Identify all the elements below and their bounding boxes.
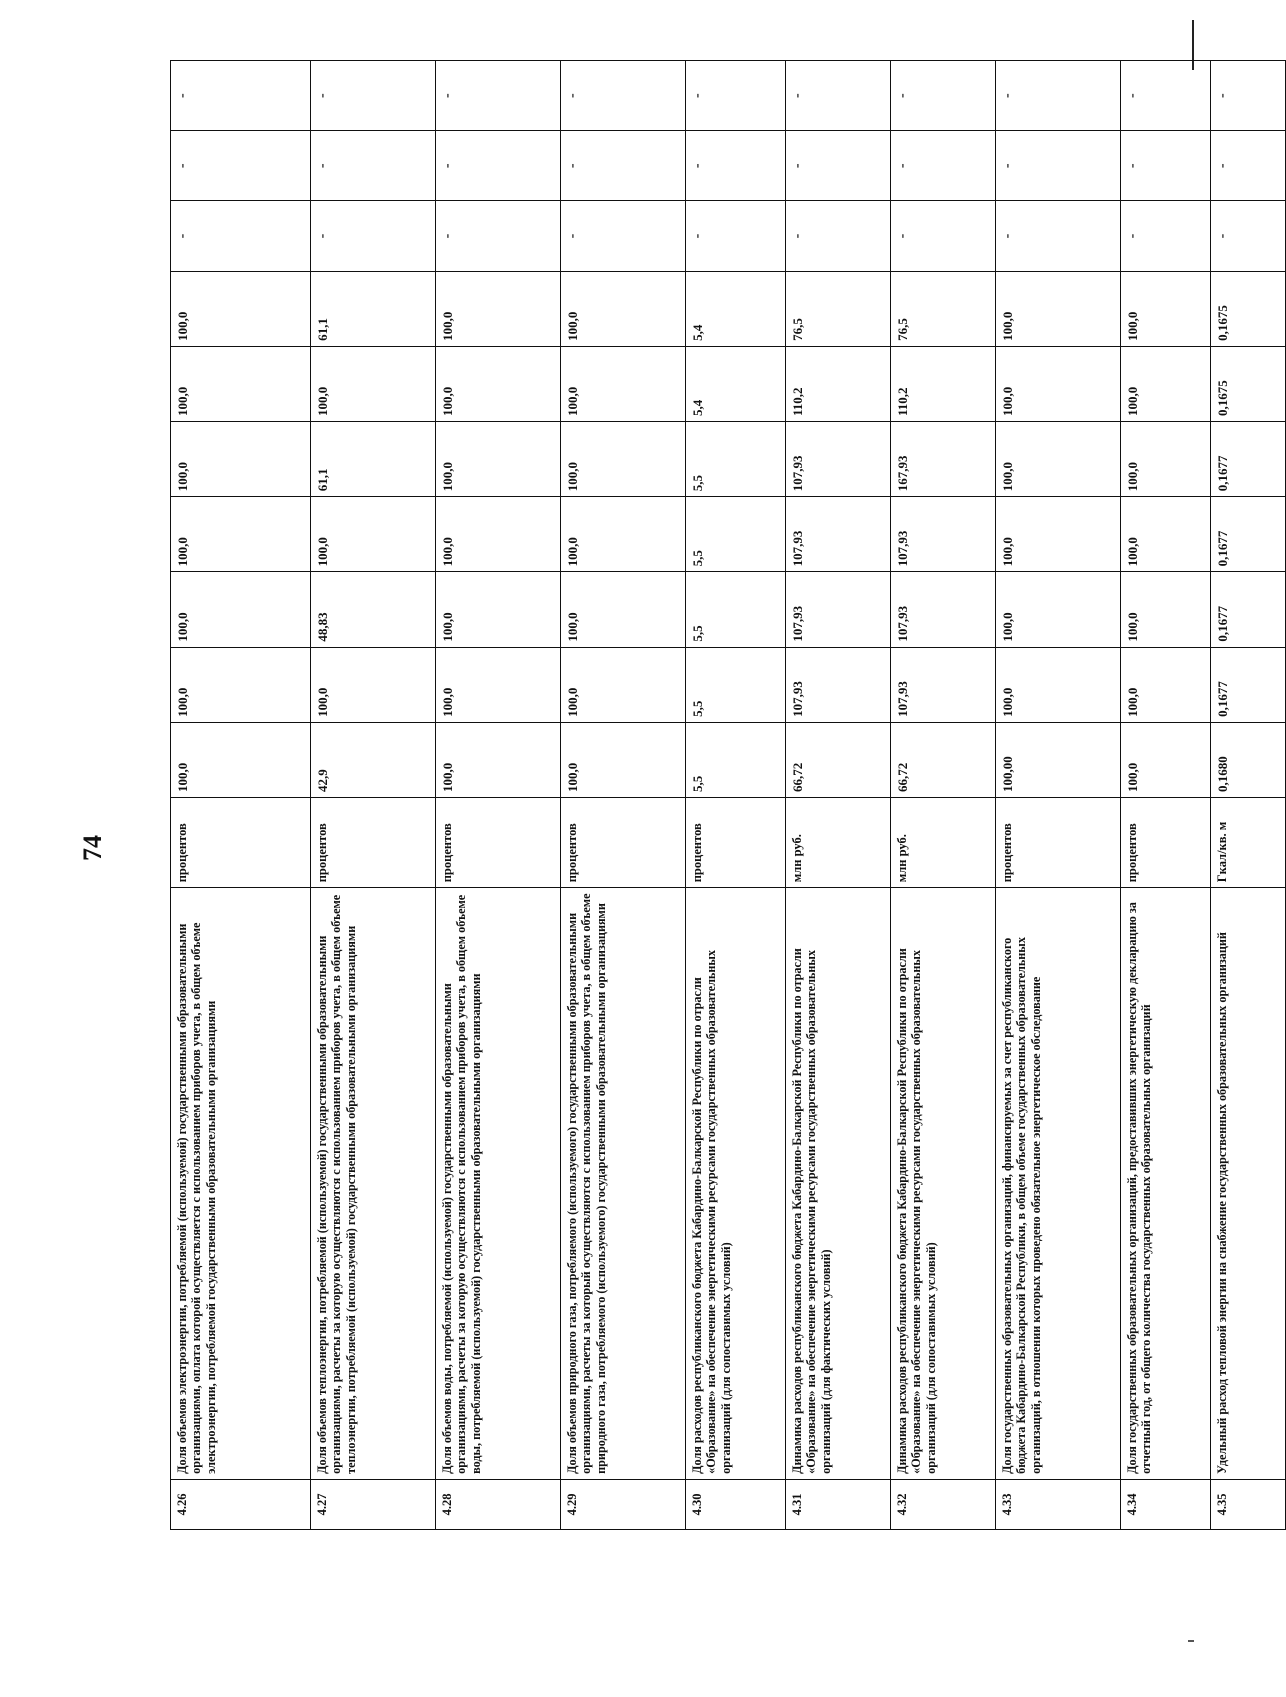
empty-value-dash: - (1211, 61, 1286, 131)
indicator-value: 100,0 (436, 722, 561, 797)
indicators-table-wrapper (170, 60, 1230, 1530)
indicator-value: 0,1677 (1211, 572, 1286, 647)
indicator-value: 100,0 (1121, 647, 1211, 722)
empty-value-dash: - (1121, 61, 1211, 131)
empty-value-dash: - (786, 131, 891, 201)
table-row (996, 61, 1121, 1530)
empty-value-dash: - (996, 61, 1121, 131)
indicator-value: 66,72 (786, 722, 891, 797)
indicator-value: 100,0 (561, 647, 686, 722)
empty-value-dash: - (171, 201, 311, 271)
unit-of-measure: процентов (311, 798, 436, 888)
indicator-value: 100,0 (996, 647, 1121, 722)
empty-value-dash: - (311, 61, 436, 131)
indicator-value: 5,5 (686, 422, 786, 497)
indicator-value: 167,93 (891, 422, 996, 497)
empty-value-dash: - (561, 61, 686, 131)
indicator-value: 100,0 (561, 722, 686, 797)
table-row (436, 61, 561, 1530)
indicator-value: 100,0 (1121, 422, 1211, 497)
indicator-value: 0,1677 (1211, 647, 1286, 722)
indicator-value: 100,0 (1121, 497, 1211, 572)
row-number: 4.34 (1121, 1479, 1211, 1529)
unit-of-measure: Гкал/кв. м (1211, 798, 1286, 888)
indicator-value: 107,93 (786, 497, 891, 572)
row-number: 4.28 (436, 1479, 561, 1529)
empty-value-dash: - (891, 61, 996, 131)
empty-value-dash: - (311, 201, 436, 271)
indicator-value: 100,0 (1121, 722, 1211, 797)
indicator-value: 100,0 (171, 271, 311, 346)
row-number: 4.30 (686, 1479, 786, 1529)
indicator-value: 0,1677 (1211, 422, 1286, 497)
indicator-value: 100,0 (1121, 572, 1211, 647)
page-number: 74 (78, 835, 107, 861)
indicator-value: 100,0 (171, 422, 311, 497)
indicator-value: 100,0 (171, 647, 311, 722)
row-number: 4.32 (891, 1479, 996, 1529)
indicator-value: 0,1675 (1211, 271, 1286, 346)
indicator-description: Доля объемов воды, потребляемой (используемой) государственными образовательными организациями, расчеты за которую осуществляются с использованием приборов учета, в общем объеме воды, потребляемой (используемой) государственными образовательными организациями (436, 888, 561, 1480)
empty-value-dash: - (171, 131, 311, 201)
indicator-value: 76,5 (891, 271, 996, 346)
indicator-value: 100,0 (436, 572, 561, 647)
table-row (311, 61, 436, 1530)
table-body (171, 61, 1286, 1530)
indicator-value: 48,83 (311, 572, 436, 647)
indicator-value: 100,0 (436, 422, 561, 497)
indicator-value: 107,93 (891, 497, 996, 572)
indicator-value: 100,0 (996, 497, 1121, 572)
row-number: 4.29 (561, 1479, 686, 1529)
indicator-description: Удельный расход тепловой энергии на снабжение государственных образовательных организаций (1211, 888, 1286, 1480)
indicator-value: 100,0 (171, 722, 311, 797)
indicator-value: 100,0 (561, 271, 686, 346)
indicator-value: 100,0 (436, 271, 561, 346)
indicator-value: 100,0 (996, 271, 1121, 346)
indicator-value: 100,0 (996, 422, 1121, 497)
unit-of-measure: процентов (561, 798, 686, 888)
indicator-value: 100,0 (561, 422, 686, 497)
indicator-value: 100,0 (561, 346, 686, 421)
indicator-description: Доля объемов природного газа, потребляемого (используемого) государственными образовательными организациями, расчеты за который осуществляются с использованием приборов учета, в общем объеме природного газа, потребляемого (используемого) государственными образовательными организациями (561, 888, 686, 1480)
indicator-value: 110,2 (891, 346, 996, 421)
indicator-value: 107,93 (786, 422, 891, 497)
indicator-value: 66,72 (891, 722, 996, 797)
indicator-value: 100,0 (311, 346, 436, 421)
empty-value-dash: - (561, 131, 686, 201)
indicator-value: 100,0 (436, 647, 561, 722)
unit-of-measure: процентов (1121, 798, 1211, 888)
unit-of-measure: млн руб. (786, 798, 891, 888)
indicator-value: 100,0 (561, 572, 686, 647)
indicator-value: 5,5 (686, 497, 786, 572)
empty-value-dash: - (311, 131, 436, 201)
indicator-value: 100,0 (311, 647, 436, 722)
table-row (1211, 61, 1286, 1530)
indicator-value: 0,1677 (1211, 497, 1286, 572)
row-number: 4.35 (1211, 1479, 1286, 1529)
indicator-description: Доля объемов теплоэнергии, потребляемой (используемой) государственными образовательными организациями, расчеты за которую осуществляются с использованием приборов учета, в общем объеме теплоэнергии, потребляемой (используемой) государственными образовательными организациями (311, 888, 436, 1480)
scan-edge-mark (1188, 1640, 1194, 1642)
empty-value-dash: - (686, 61, 786, 131)
indicator-value: 107,93 (786, 647, 891, 722)
indicator-value: 42,9 (311, 722, 436, 797)
empty-value-dash: - (686, 201, 786, 271)
indicator-value: 107,93 (891, 572, 996, 647)
table-row (1121, 61, 1211, 1530)
empty-value-dash: - (1121, 131, 1211, 201)
indicator-description: Доля государственных образовательных организаций, финансируемых за счет республиканского бюджета Кабардино-Балкарской Республики, в общем объеме государственных образовательных организаций, в отношении которых проведено обязательное энергетическое обследование (996, 888, 1121, 1480)
unit-of-measure: процентов (171, 798, 311, 888)
indicator-value: 107,93 (786, 572, 891, 647)
indicator-value: 100,0 (311, 497, 436, 572)
indicator-value: 61,1 (311, 271, 436, 346)
indicator-value: 61,1 (311, 422, 436, 497)
indicators-table (170, 60, 1286, 1530)
empty-value-dash: - (1211, 131, 1286, 201)
indicator-value: 100,0 (436, 497, 561, 572)
indicator-value: 100,0 (1121, 271, 1211, 346)
empty-value-dash: - (436, 61, 561, 131)
row-number: 4.26 (171, 1479, 311, 1529)
table-row (561, 61, 686, 1530)
empty-value-dash: - (436, 131, 561, 201)
empty-value-dash: - (561, 201, 686, 271)
indicator-value: 5,5 (686, 572, 786, 647)
row-number: 4.33 (996, 1479, 1121, 1529)
indicator-value: 100,0 (996, 346, 1121, 421)
indicator-value: 0,1675 (1211, 346, 1286, 421)
indicator-value: 100,0 (171, 346, 311, 421)
indicator-value: 100,0 (436, 346, 561, 421)
table-row (786, 61, 891, 1530)
unit-of-measure: млн руб. (891, 798, 996, 888)
indicator-value: 5,5 (686, 722, 786, 797)
empty-value-dash: - (891, 201, 996, 271)
unit-of-measure: процентов (436, 798, 561, 888)
indicator-description: Доля расходов республиканского бюджета Кабардино-Балкарской Республики по отрасли «Образование» на обеспечение энергетическими ресурсами государственных образовательных организаций (для сопоставимых условий) (686, 888, 786, 1480)
table-row (171, 61, 311, 1530)
empty-value-dash: - (786, 201, 891, 271)
indicator-value: 5,4 (686, 271, 786, 346)
row-number: 4.31 (786, 1479, 891, 1529)
table-row (686, 61, 786, 1530)
indicator-value: 100,0 (171, 497, 311, 572)
indicator-value: 110,2 (786, 346, 891, 421)
indicator-value: 100,00 (996, 722, 1121, 797)
indicator-description: Динамика расходов республиканского бюджета Кабардино-Балкарской Республики по отрасли «Образование» на обеспечение энергетическими ресурсами государственных образовательных организаций (для фактических условий) (786, 888, 891, 1480)
indicator-value: 100,0 (561, 497, 686, 572)
empty-value-dash: - (171, 61, 311, 131)
empty-value-dash: - (1211, 201, 1286, 271)
empty-value-dash: - (996, 131, 1121, 201)
unit-of-measure: процентов (996, 798, 1121, 888)
empty-value-dash: - (786, 61, 891, 131)
table-row (891, 61, 996, 1530)
indicator-value: 0,1680 (1211, 722, 1286, 797)
indicator-value: 5,5 (686, 647, 786, 722)
indicator-value: 5,4 (686, 346, 786, 421)
indicator-value: 107,93 (891, 647, 996, 722)
empty-value-dash: - (436, 201, 561, 271)
empty-value-dash: - (1121, 201, 1211, 271)
indicator-description: Доля государственных образовательных организаций, предоставивших энергетическую декларацию за отчетный год, от общего количества государственных образовательных организаций (1121, 888, 1211, 1480)
row-number: 4.27 (311, 1479, 436, 1529)
empty-value-dash: - (686, 131, 786, 201)
indicator-description: Динамика расходов республиканского бюджета Кабардино-Балкарской Республики по отрасли «Образование» на обеспечение энергетическими ресурсами государственных образовательных организаций (для сопоставимых условий) (891, 888, 996, 1480)
indicator-description: Доля объемов электроэнергии, потребляемой (используемой) государственными образовательными организациями, оплата которой осуществляется с использованием приборов учета, в общем объеме электроэнергии, потребляемой государственными образовательными организациями (171, 888, 311, 1480)
indicator-value: 76,5 (786, 271, 891, 346)
empty-value-dash: - (996, 201, 1121, 271)
indicator-value: 100,0 (1121, 346, 1211, 421)
unit-of-measure: процентов (686, 798, 786, 888)
indicator-value: 100,0 (171, 572, 311, 647)
indicator-value: 100,0 (996, 572, 1121, 647)
empty-value-dash: - (891, 131, 996, 201)
